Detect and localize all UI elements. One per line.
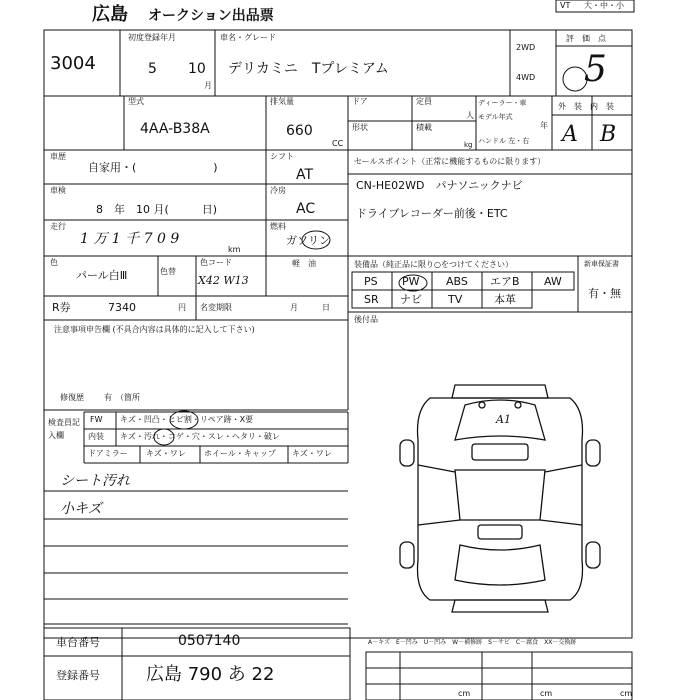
name-change-value: 月 日 (290, 303, 330, 312)
reg-month: 10 (188, 61, 206, 77)
new-car-warranty-value: 有・無 (588, 287, 621, 300)
inspector-interior: 内装 (88, 432, 104, 441)
drive-4wd: 4WD (516, 73, 536, 82)
aftermarket-label: 後付品 (354, 315, 378, 324)
inspector-wheel-values: キズ・ワレ (292, 449, 332, 458)
sales-points-label: セールスポイント（正常に機能するものに限ります） (354, 157, 546, 166)
inspector-fw: FW (90, 415, 103, 424)
color: パール白Ⅲ (76, 269, 128, 282)
reg-year: 5 (148, 61, 157, 77)
shift-value: AT (296, 167, 314, 183)
capacity-label: 定員 (416, 97, 432, 106)
inspector-mirror: ドアミラー (88, 449, 128, 458)
equip-airbag: エアB (490, 275, 520, 288)
exterior-grade: A (562, 122, 578, 147)
displacement: 660 (286, 123, 313, 139)
cm-unit-1: cm (458, 689, 471, 698)
equip-abs: ABS (446, 275, 468, 288)
score: 5 (584, 49, 607, 90)
lot-number: 3004 (50, 53, 96, 74)
chassis-label: 車台番号 (56, 636, 100, 649)
sales-line-2: ドライブレコーダー前後・ETC (356, 207, 508, 220)
fuel-label: 燃料 (270, 222, 286, 231)
shape-label: 形状 (352, 123, 368, 132)
sales-line-1: CN-HE02WD パナソニックナビ (356, 179, 523, 192)
equip-navi: ナビ (400, 293, 422, 306)
drive-2wd: 2WD (516, 43, 536, 52)
inspector-fw-values: キズ・凹凸・ヒビ割・リペア跡・X要 (120, 415, 254, 424)
equip-aw: AW (544, 275, 562, 288)
equip-ps: PS (364, 275, 378, 288)
new-car-warranty-label: 新車保証書 (584, 260, 619, 268)
color-change-label: 色替 (160, 267, 176, 276)
color-label: 色 (50, 258, 58, 267)
cc-unit: CC (332, 139, 344, 148)
registration-label: 登録番号 (56, 669, 100, 682)
displacement-label: 排気量 (270, 97, 294, 106)
repair-label: 修復歴 (60, 393, 84, 402)
equip-tv: TV (448, 293, 463, 306)
page-title: オークション出品票 (148, 8, 274, 24)
capacity-unit: 人 (466, 111, 474, 120)
load-unit: kg (464, 141, 473, 149)
ac-label: 冷房 (270, 186, 286, 195)
usage: 自家用・( ) (88, 161, 218, 174)
diagram-damage-mark: A1 (496, 413, 511, 426)
cm-unit-2: cm (540, 689, 553, 698)
interior-grade: B (600, 122, 617, 147)
name-change-label: 名変期限 (200, 303, 232, 312)
handwritten-note-2: 小キズ (60, 501, 102, 517)
handwritten-note-1: シート汚れ (60, 473, 130, 489)
repair-value: 有 （箇所 (104, 393, 140, 402)
equip-sr: SR (364, 293, 379, 306)
inspector-wheel: ホイール・キャップ (204, 449, 276, 458)
door-label: ドア (352, 97, 368, 106)
inspector-interior-values: キズ・汚れ・コゲ・穴・スレ・ヘタリ・破レ (120, 432, 280, 441)
chassis-number: 0507140 (178, 633, 241, 649)
vt-badge: VT (560, 1, 571, 10)
registration-number: 広島 790 あ 22 (146, 664, 275, 685)
size-badge: 大・中・小 (584, 1, 624, 10)
inspection-label: 車検 (50, 186, 66, 195)
recycle-label: R券 (52, 301, 71, 314)
shift-label: シフト (270, 152, 294, 161)
inspection-date: 8 年 10 月( 日) (96, 203, 218, 216)
equip-leather: 本革 (494, 293, 516, 306)
mileage-label: 走行 (50, 222, 66, 231)
inspector-label: 検査員記入欄 (48, 418, 80, 440)
handle-label: ハンドル 左・右 (478, 137, 530, 145)
inspector-mirror-values: キズ・ワレ (146, 449, 186, 458)
km-unit: km (228, 245, 241, 254)
model-year-label: モデル年式 (478, 113, 513, 121)
notes-label: 注意事項申告欄 (不具合内容は具体的に記入して下さい) (54, 325, 255, 334)
equipment-label: 装備品（純正品に限り○をつけてください） (354, 260, 513, 269)
ac-value: AC (296, 201, 316, 217)
header-prefix: 広島 (92, 4, 128, 25)
score-label: 評 価 点 (566, 34, 606, 43)
reg-year-label: 初度登録年月 (128, 33, 176, 42)
color-code-label: 色コード (200, 258, 232, 267)
equip-pw: PW (402, 275, 420, 288)
car-name-label: 車名・グレード (220, 33, 276, 42)
cm-unit-3: cm (620, 689, 633, 698)
month-unit: 月 (204, 81, 212, 90)
yen-unit: 円 (178, 303, 186, 312)
load-label: 積載 (416, 123, 432, 132)
year-unit: 年 (540, 121, 548, 130)
color-code: X42 W13 (198, 274, 249, 287)
fuel-diesel: 軽 油 (292, 259, 316, 268)
damage-legend: A－キズ E－凹み U－凹み W－補修跡 S－サビ C－腐食 XX－交換跡 (368, 639, 577, 646)
recycle-fee: 7340 (108, 301, 136, 314)
dealer-label: ディーラー・車 (478, 99, 527, 107)
usage-label: 車歴 (50, 152, 66, 161)
mileage: 1 万 1 千 7 0 9 (80, 231, 180, 247)
model-label: 型式 (128, 97, 144, 106)
exterior-interior-label: 外 装 内 装 (558, 102, 614, 111)
car-name: デリカミニ Tプレミアム (228, 61, 389, 77)
fuel-value: ガソリン (286, 234, 330, 247)
model-code: 4AA-B38A (140, 121, 210, 137)
